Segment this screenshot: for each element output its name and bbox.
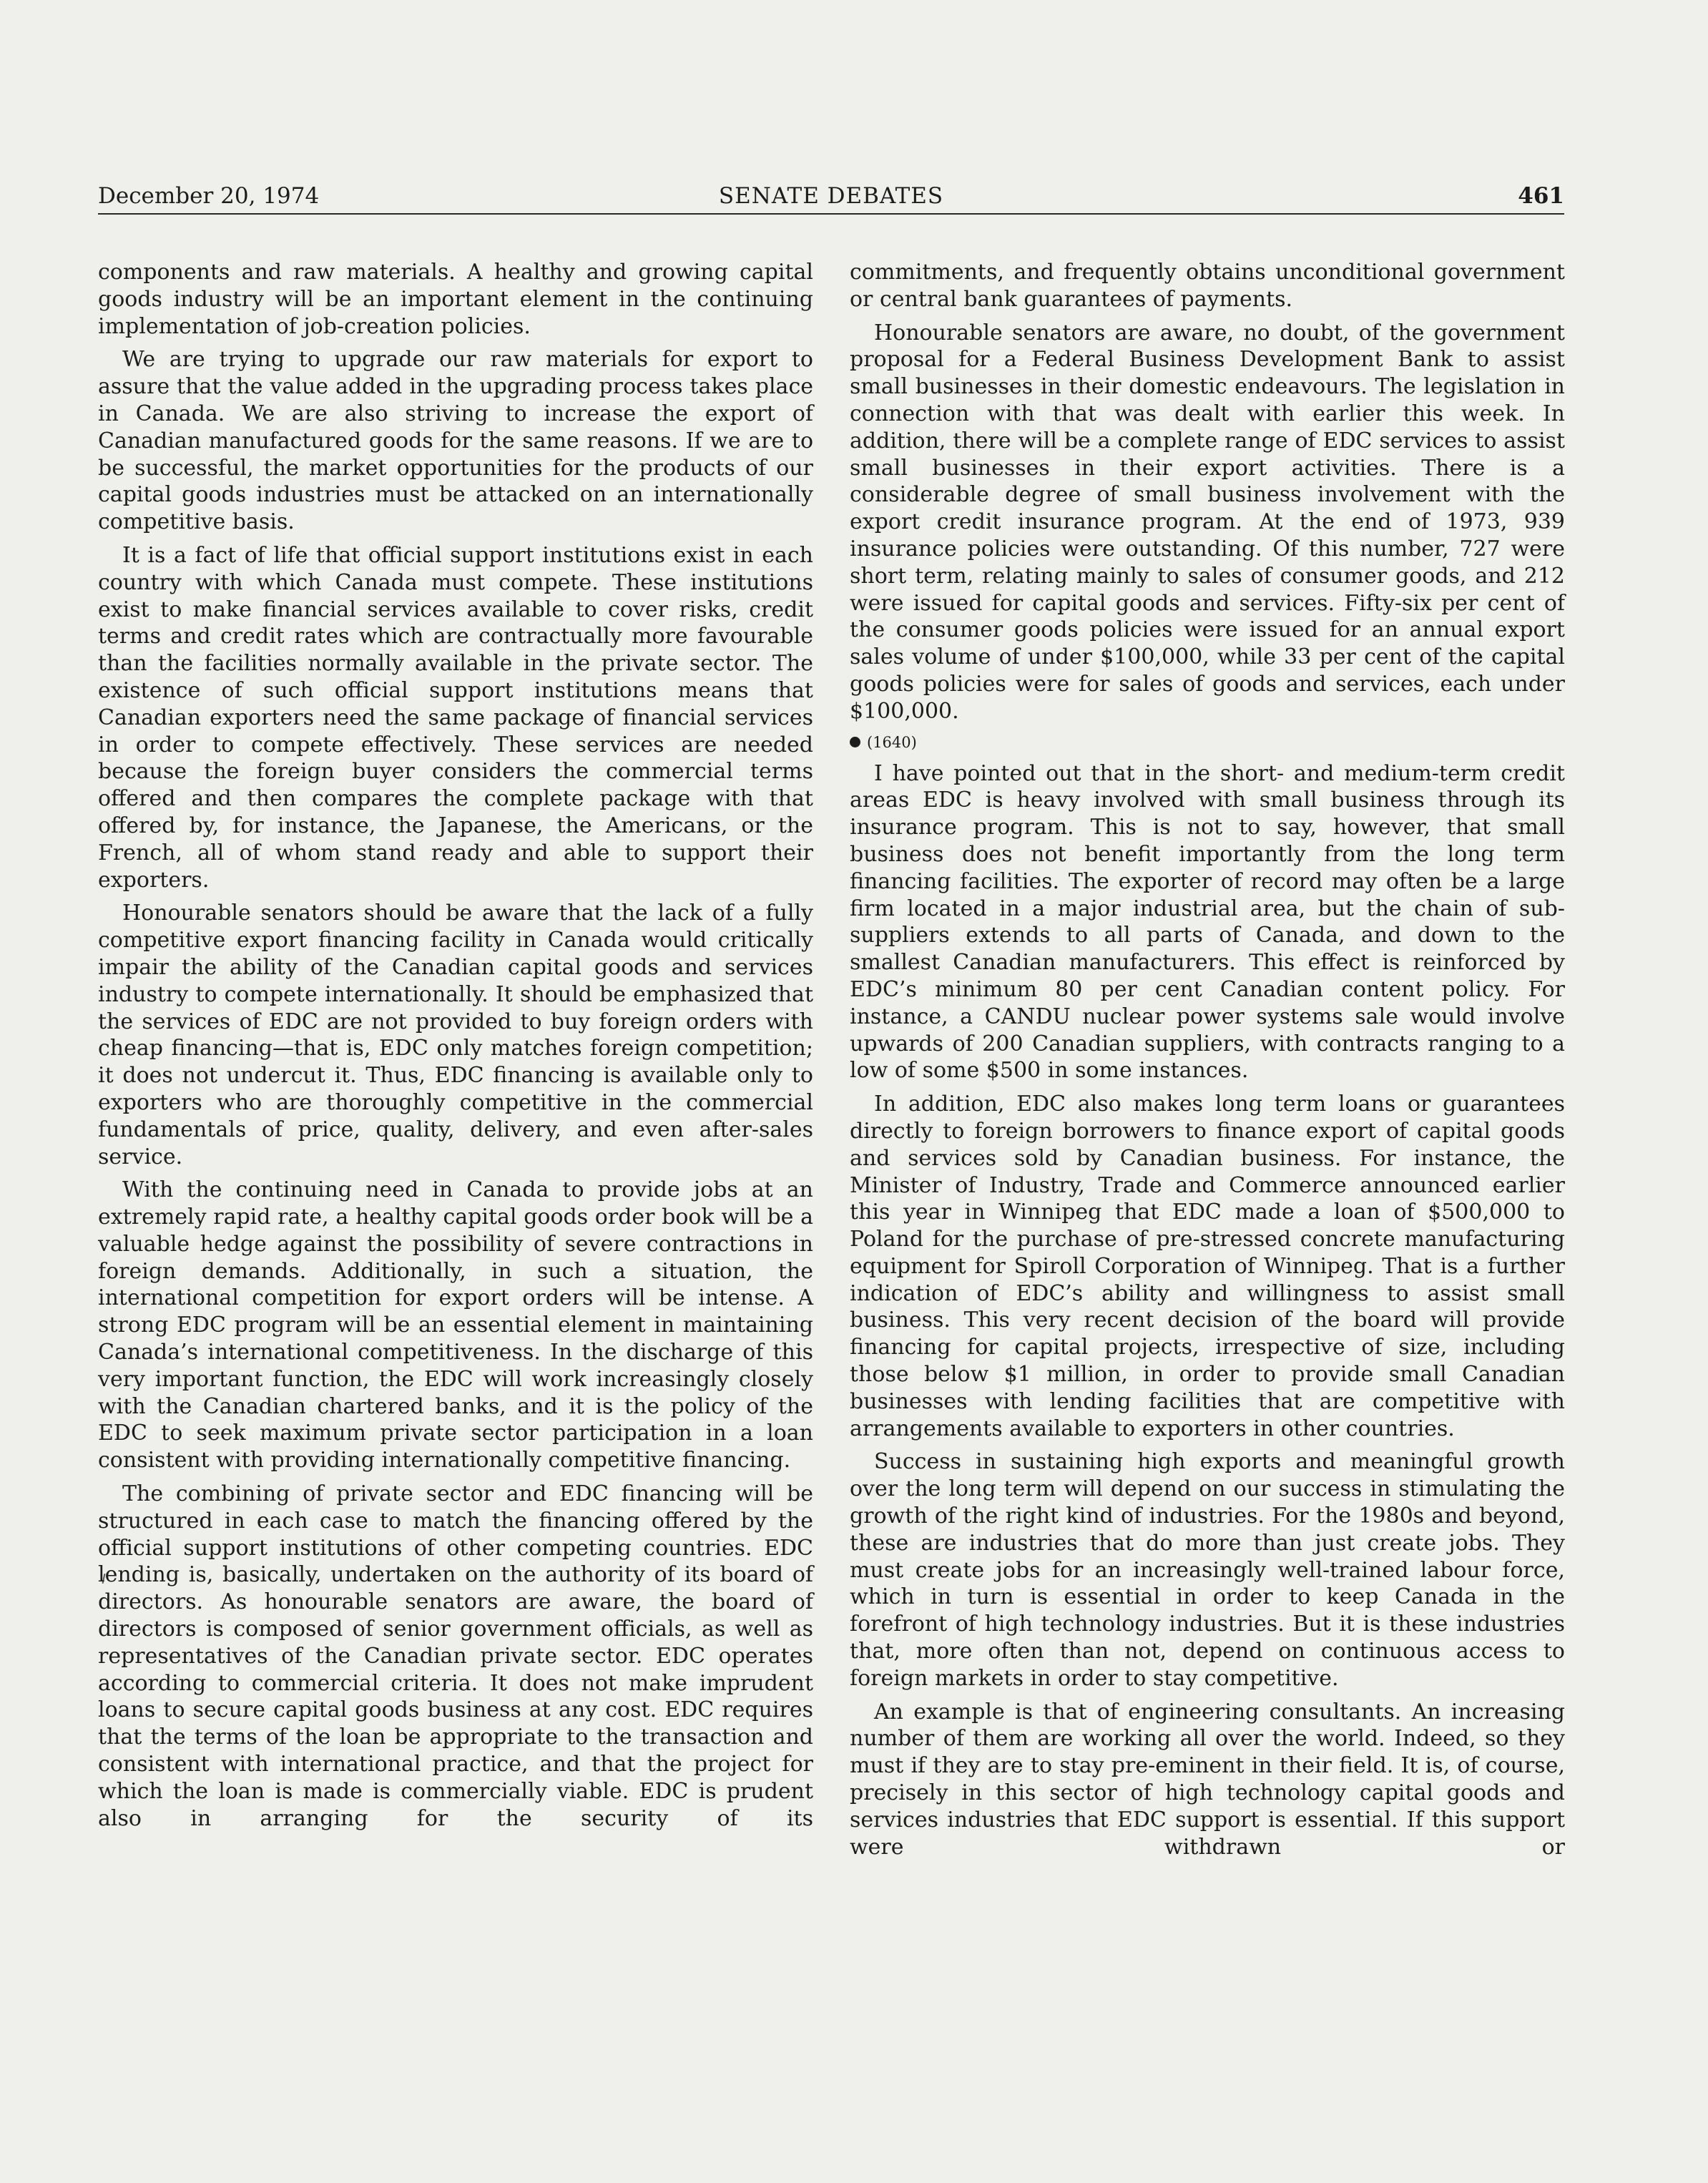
time-marker-label: (1640) — [867, 733, 917, 751]
right-column — [850, 259, 1565, 1867]
header-title: SENATE DEBATES — [718, 183, 944, 209]
paragraph: The combining of private sector and EDC financing will be structured in each case to match the financing offered by the official support institutions of other competing countries. EDC lending is, basically, undertaken on the authority of its board of directors. As honourable senators are aware, the board of directors is composed of senior government officials, as well as representatives of the Canadian private sector. EDC operates according to commercial criteria. It does not make imprudent loans to secure capital goods business at any cost. EDC requires that the terms of the loan be appropriate to the transaction and consistent with international practice, and that the project for which the loan is made is commercially viable. EDC is prudent also in arranging for the security of its — [98, 1481, 813, 1831]
bullet-icon — [850, 737, 860, 747]
paragraph: components and raw materials. A healthy and growing capital goods industry will be an important element in the continuing implementation of job-creation policies. — [98, 260, 813, 339]
paragraph: Honourable senators are aware, no doubt, of the government proposal for a Federal Business Development Bank to assist small businesses in their domestic endeavours. The legislation in connection with that was dealt with earlier this week. In addition, there will be a complete range of EDC services to assist small businesses in their export activities. There is a considerable degree of small business involvement with the export credit insurance program. At the end of 1973, 939 insurance policies were outstanding. Of this number, 727 were short term, relating mainly to sales of consumer goods, and 212 were issued for capital goods and services. Fifty-six per cent of the consumer goods policies were issued for an annual export sales volume of under $100,000, while 33 per cent of the capital goods policies were for sales of goods and services, each under $100,000. — [850, 320, 1565, 724]
paragraph: commitments, and frequently obtains unconditional government or central bank guarantees of payments. — [850, 260, 1565, 312]
paragraph: An example is that of engineering consultants. An increasing number of them are working all over the world. Indeed, so they must if they are to stay pre-eminent in their field. It is, of course, precisely in this sector of high technology capital goods and services industries that EDC support is essential. If this support were withdrawn or — [850, 1699, 1565, 1860]
left-column — [98, 259, 813, 1838]
paragraph: Honourable senators should be aware that the lack of a fully competitive export financing facility in Canada would critically impair the ability of the Canadian capital goods and services industry to compete internationally. It should be emphasized that the services of EDC are not provided to buy foreign orders with cheap financing—that is, EDC only matches foreign competition; it does not undercut it. Thus, EDC financing is available only to exporters who are thoroughly competitive in the commercial fundamentals of price, quality, delivery, and even after-sales service. — [98, 901, 813, 1169]
paragraph: I have pointed out that in the short- and medium-term credit areas EDC is heavy involved with small business through its insurance program. This is not to say, however, that small business does not benefit importantly from the long term financing facilities. The exporter of record may often be a large firm located in a major industrial area, but the chain of sub-suppliers extends to all parts of Canada, and down to the smallest Canadian manufacturers. This effect is reinforced by EDC’s minimum 80 per cent Canadian content policy. For instance, a CANDU nuclear power systems sale would involve upwards of 200 Canadian suppliers, with contracts ranging to a low of some $500 in some instances. — [850, 760, 1565, 1084]
paragraph: We are trying to upgrade our raw materials for export to assure that the value added in the upgrading process takes place in Canada. We are also striving to increase the export of Canadian manufactured goods for the same reasons. If we are to be successful, the market opportunities for the products of our capital goods industries must be attacked on an internationally competitive basis. — [98, 347, 813, 535]
page-header — [98, 177, 1564, 215]
paragraph: Success in sustaining high exports and meaningful growth over the long term will depend on our success in stimulating the growth of the right kind of industries. For the 1980s and beyond, these are industries that do more than just create jobs. They must create jobs for an increasingly well-trained labour force, which in turn is essential in order to keep Canada in the forefront of high technology industries. But it is these industries that, more often than not, depend on continuous access to foreign markets in order to stay competitive. — [850, 1449, 1565, 1691]
header-date: December 20, 1974 — [98, 183, 320, 209]
page-number: 461 — [1518, 183, 1564, 209]
time-marker — [850, 732, 1565, 753]
paragraph: With the continuing need in Canada to provide jobs at an extremely rapid rate, a healthy capital goods order book will be a valuable hedge against the possibility of severe contractions in foreign demands. Additionally, in such a situation, the international competition for export orders will be intense. A strong EDC program will be an essential element in maintaining Canada’s international competitiveness. In the discharge of this very important function, the EDC will work increasingly closely with the Canadian chartered banks, and it is the policy of the EDC to seek maximum private sector participation in a loan consistent with providing internationally competitive financing. — [98, 1177, 813, 1473]
paragraph: In addition, EDC also makes long term loans or guarantees directly to foreign borrowers to finance export of capital goods and services sold by Canadian business. For instance, the Minister of Industry, Trade and Commerce announced earlier this year in Winnipeg that EDC made a loan of $500,000 to Poland for the purchase of pre-stressed concrete manufacturing equipment for Spiroll Corporation of Winnipeg. That is a further indication of EDC’s ability and willingness to assist small business. This very recent decision of the board will provide financing for capital projects, irrespective of size, including those below $1 million, in order to provide small Canadian businesses with lending facilities that are competitive with arrangements available to exporters in other countries. — [850, 1092, 1565, 1441]
paragraph: It is a fact of life that official support institutions exist in each country with which Canada must compete. These institutions exist to make financial services available to cover risks, credit terms and credit rates which are contractually more favourable than the facilities normally available in the private sector. The existence of such official support institutions means that Canadian exporters need the same package of financial services in order to compete effectively. These services are needed because the foreign buyer considers the commercial terms offered and then compares the complete package with that offered by, for instance, the Japanese, the Americans, or the French, all of whom stand ready and able to support their exporters. — [98, 542, 813, 893]
